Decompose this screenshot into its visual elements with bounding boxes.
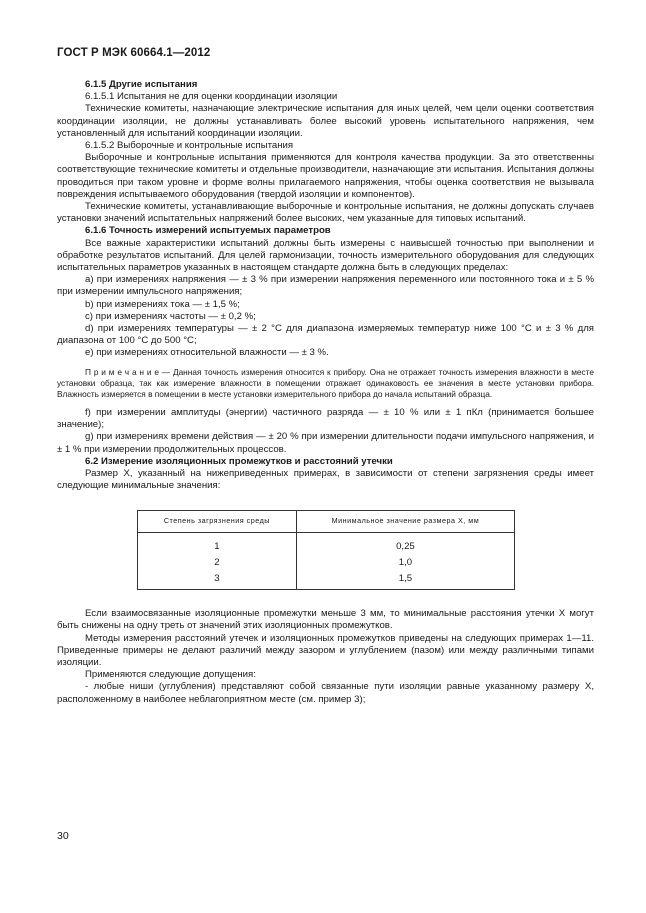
list-item: g) при измерениях времени действия — ± 20 % при измерении длительности подачи импульсного напряжения, и ± 1 % при измерении продолжительных процессов. bbox=[57, 431, 594, 455]
list-item: c) при измерениях частоты — ± 0,2 %; bbox=[85, 310, 256, 322]
paragraph: Технические комитеты, устанавливающие выборочные и контрольные испытания, не должны допускать случаев установки значений испытательных напряжений более высоких, чем указанные для типовых испытаний. bbox=[57, 201, 594, 225]
paragraph: Применяются следующие допущения: bbox=[85, 669, 256, 681]
list-item: f) при измерении амплитуды (энергии) частичного разряда — ± 10 % или ± 1 пКл (принимается большее значение); bbox=[57, 406, 594, 431]
table-header: Степень загрязнения среды bbox=[137, 511, 297, 532]
table-cell: 2 bbox=[137, 555, 297, 571]
table-row bbox=[137, 571, 514, 590]
subsection-title: 6.1.5.1 Испытания не для оценки координации изоляции bbox=[85, 91, 338, 103]
list-item: e) при измерениях относительной влажности — ± 3 %. bbox=[85, 347, 329, 359]
note: П р и м е ч а н и е — Данная точность измерения относится к прибору. Она не отражает точность измерения влажности в месте установки образца, так как измерение влажности в помещении отражает одинаковость ее значения в месте установки прибора. Влажность измеряется в помещении в месте установки измерительного прибора до начала испытаний образца. bbox=[57, 366, 594, 400]
subsection-title: 6.1.5.2 Выборочные и контрольные испытания bbox=[85, 140, 294, 152]
pollution-degree-table bbox=[137, 510, 515, 590]
section-heading: 6.1.6 Точность измерений испытуемых параметров bbox=[85, 225, 331, 237]
list-item: - любые ниши (углубления) представляют собой связанные пути изоляции равные указанному размеру X, расположенному в наиболее неблагоприятном месте (см. пример 3); bbox=[57, 681, 594, 705]
paragraph: Все важные характеристики испытаний должны быть измерены с наивысшей точностью при выполнении и обработке результатов испытаний. Для целей гармонизации, точность измерительного оборудования для следующих испытательных параметров указанных в настоящем стандарте должна быть в следующих пределах: bbox=[57, 237, 594, 274]
page-content bbox=[57, 79, 594, 706]
list-item: d) при измерениях температуры — ± 2 °С для диапазона измеряемых температур ниже 100 °С и ± 3 % для диапазона от 100 °С до 500 °С; bbox=[57, 323, 594, 347]
page-number: 30 bbox=[57, 830, 69, 842]
table-header: Минимальное значение размера X, мм bbox=[297, 511, 514, 532]
paragraph: Если взаимосвязанные изоляционные промежутки меньше 3 мм, то минимальные расстояния утечки X могут быть снижены на одну треть от значений этих изоляционных промежутков. bbox=[57, 608, 594, 632]
paragraph: Размер X, указанный на нижеприведенных примерах, в зависимости от степени загрязнения среды имеет следующие минимальные значения: bbox=[57, 467, 594, 492]
section-heading: 6.1.5 Другие испытания bbox=[85, 79, 198, 90]
table-cell: 1,5 bbox=[297, 571, 514, 590]
table-cell: 0,25 bbox=[297, 539, 514, 555]
list-item: a) при измерениях напряжения — ± 3 % при измерении напряжения переменного или постоянного тока и ± 5 % при измерении импульсного напряжения; bbox=[57, 274, 594, 298]
table-cell: 1,0 bbox=[297, 555, 514, 571]
paragraph: Методы измерения расстояний утечек и изоляционных промежутков приведены на следующих примерах 1—11. Приведенные примеры не делают различий между зазором и углублением (пазом) или между различными типами изоляции. bbox=[57, 632, 594, 668]
table-row bbox=[137, 555, 514, 571]
list-item: b) при измерениях тока — ± 1,5 %; bbox=[85, 298, 240, 310]
table-cell: 1 bbox=[137, 539, 297, 555]
document-header: ГОСТ Р МЭК 60664.1—2012 bbox=[57, 47, 211, 59]
section-heading: 6.2 Измерение изоляционных промежутков и расстояний утечки bbox=[85, 455, 393, 467]
paragraph: Технические комитеты, назначающие электрические испытания для иных целей, чем цели оценки соответствия координации изоляции, не должны устанавливать более высокий уровень испытательного напряжения, чем установленный для испытаний координации изоляции. bbox=[57, 103, 594, 139]
table-row bbox=[137, 539, 514, 555]
table-cell: 3 bbox=[137, 571, 297, 590]
paragraph: Выборочные и контрольные испытания применяются для контроля качества продукции. За это ответственны соответствующие технические комитеты и отдельные производители, назначающие эти испытания. Испытания должны проводиться при таком уровне и форме волны прилагаемого напряжения, чтобы оценка соответствия не вызывала повреждения испытываемого оборудования (твердой изоляции и компонентов). bbox=[57, 152, 594, 200]
